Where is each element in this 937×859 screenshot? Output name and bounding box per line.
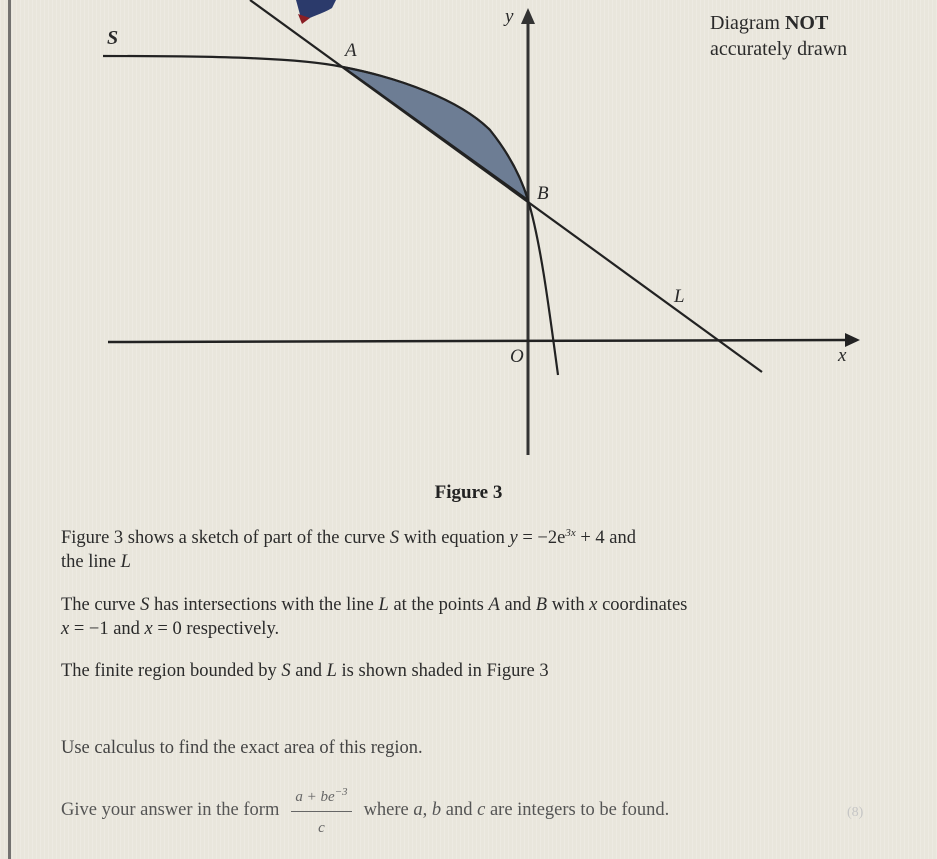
text: the line [61,552,121,573]
curve-s-label: S [107,27,119,49]
paragraph-instruction: Use calculus to find the exact area of this region. [61,738,423,758]
exponent: 3x [565,527,576,539]
var-x: x [144,619,153,639]
var-l: L [326,661,337,681]
y-axis-label: y [505,6,514,27]
fraction-numerator [291,780,351,812]
text: Give your answer in the form [61,800,280,820]
var-s: S [389,528,400,549]
numerator-exponent: −3 [334,786,348,798]
text: and [441,800,478,820]
var-x: x [61,619,70,639]
x-axis [108,340,848,342]
x-axis-label: x [838,345,847,366]
paragraph-intersections [61,593,687,641]
text: and [290,661,327,681]
y-axis-arrow-icon [521,8,535,24]
text: and [604,528,636,549]
var-s: S [281,661,291,681]
figure-caption: Figure 3 [434,482,503,503]
text: has intersections with the line [149,595,379,615]
var-b: B [535,595,548,615]
var-a: A [488,595,500,615]
diagram-note [710,10,847,62]
equation: + 4 [575,528,605,549]
line-l-label: L [674,286,685,307]
point-a-label: A [345,40,357,61]
curve-s [103,56,558,375]
var-b: b [431,800,442,820]
text: are integers to be found. [485,800,670,820]
var-y: y [509,528,518,549]
var-l: L [378,595,389,615]
point-b-label: B [537,183,549,204]
line-l [250,0,762,372]
var-l: L [120,552,131,573]
text: = −1 and [69,619,145,639]
numerator-text: a + be [295,789,335,805]
text: Figure 3 shows a sketch of part of the curve [61,528,390,549]
note-text: Diagram [710,12,785,34]
text: is shown shaded in Figure 3 [336,661,549,681]
text: coordinates [597,595,688,615]
text: and [499,595,536,615]
var-x: x [589,595,598,615]
text: , [422,800,432,820]
paragraph-curve-equation [61,521,636,574]
x-axis-arrow-icon [845,333,860,347]
text: at the points [388,595,489,615]
answer-fraction [291,780,351,840]
origin-label: O [510,346,524,367]
text: The finite region bounded by [61,661,282,681]
var-s: S [140,595,150,615]
marks-label: (8) [847,805,864,820]
var-c: c [477,800,486,820]
equation: = −2e [517,528,566,549]
paragraph-shaded-region [61,659,549,683]
fraction-denominator: c [318,820,325,836]
var-a: a [413,800,423,820]
text: with [547,595,590,615]
text: where [363,800,414,820]
text: with equation [399,528,510,549]
text: The curve [61,595,141,615]
note-text-2: accurately drawn [710,38,848,60]
note-bold: NOT [784,12,829,34]
text: = 0 respectively. [152,619,280,639]
paragraph-answer-form [61,780,669,840]
